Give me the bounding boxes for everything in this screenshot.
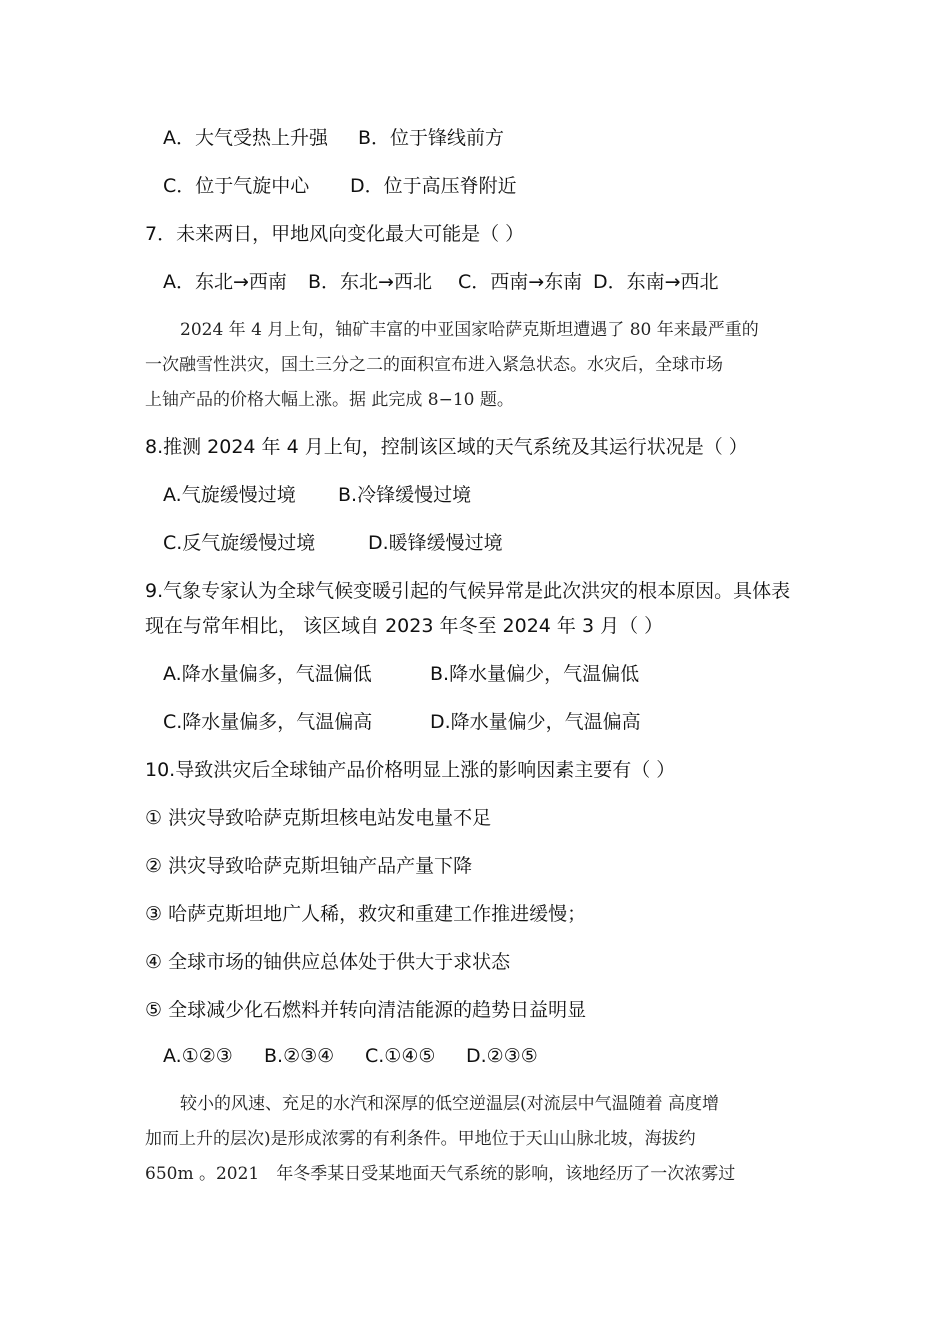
q10-option-a: A.①②③: [163, 1045, 233, 1067]
passage2-line2: 加而上升的层次)是形成浓雾的有利条件。甲地位于天山山脉北坡，海拔约: [145, 1129, 696, 1149]
q8-option-a: A.气旋缓慢过境: [163, 484, 296, 506]
q9-stem-line2: 现在与常年相比， 该区域自 2023 年冬至 2024 年 3 月（ ）: [145, 615, 664, 637]
q6-option-a: A．大气受热上升强: [163, 127, 328, 149]
passage1-line3: 上铀产品的价格大幅上涨。据 此完成 8−10 题。: [145, 390, 514, 410]
q9-stem-line1: 9.气象专家认为全球气候变暖引起的气候异常是此次洪灾的根本原因。具体表: [145, 580, 791, 602]
q7-stem: 7．未来两日，甲地风向变化最大可能是（ ）: [145, 223, 525, 245]
q10-item-5: ⑤ 全球减少化石燃料并转向清洁能源的趋势日益明显: [145, 999, 587, 1021]
q8-stem: 8.推测 2024 年 4 月上旬，控制该区域的天气系统及其运行状况是（ ）: [145, 436, 748, 458]
q10-item-4: ④ 全球市场的铀供应总体处于供大于求状态: [145, 951, 511, 973]
q10-stem: 10.导致洪灾后全球铀产品价格明显上涨的影响因素主要有（ ）: [145, 759, 676, 781]
q7-option-a: A．东北→西南: [163, 271, 287, 293]
q7-option-c: C．西南→东南: [458, 271, 583, 293]
q9-option-a: A.降水量偏多，气温偏低: [163, 663, 372, 685]
q6-option-b: B．位于锋线前方: [358, 127, 505, 149]
q8-option-c: C.反气旋缓慢过境: [163, 532, 316, 554]
q10-item-2: ② 洪灾导致哈萨克斯坦铀产品产量下降: [145, 855, 473, 877]
q6-option-c: C．位于气旋中心: [163, 175, 310, 197]
passage2-line1: 较小的风速、充足的水汽和深厚的低空逆温层(对流层中气温随着 高度增: [180, 1094, 720, 1114]
q10-option-c: C.①④⑤: [365, 1045, 436, 1067]
q9-option-c: C.降水量偏多，气温偏高: [163, 711, 373, 733]
q8-option-d: D.暖锋缓慢过境: [368, 532, 503, 554]
passage1-line2: 一次融雪性洪灾，国土三分之二的面积宣布进入紧急状态。水灾后，全球市场: [145, 355, 723, 375]
q8-option-b: B.冷锋缓慢过境: [338, 484, 472, 506]
q7-option-b: B．东北→西北: [308, 271, 432, 293]
passage2-line3: 650m 。2021 年冬季某日受某地面天气系统的影响，该地经历了一次浓雾过: [145, 1164, 736, 1184]
q10-option-b: B.②③④: [264, 1045, 335, 1067]
q10-item-1: ① 洪灾导致哈萨克斯坦核电站发电量不足: [145, 807, 492, 829]
q7-option-d: D．东南→西北: [593, 271, 719, 293]
q6-option-d: D．位于高压脊附近: [350, 175, 517, 197]
q10-option-d: D.②③⑤: [466, 1045, 538, 1067]
q9-option-b: B.降水量偏少，气温偏低: [430, 663, 640, 685]
q10-item-3: ③ 哈萨克斯坦地广人稀，救灾和重建工作推进缓慢；: [145, 903, 587, 925]
passage1-line1: 2024 年 4 月上旬，铀矿丰富的中亚国家哈萨克斯坦遭遇了 80 年来最严重的: [180, 320, 759, 340]
q9-option-d: D.降水量偏少，气温偏高: [430, 711, 641, 733]
